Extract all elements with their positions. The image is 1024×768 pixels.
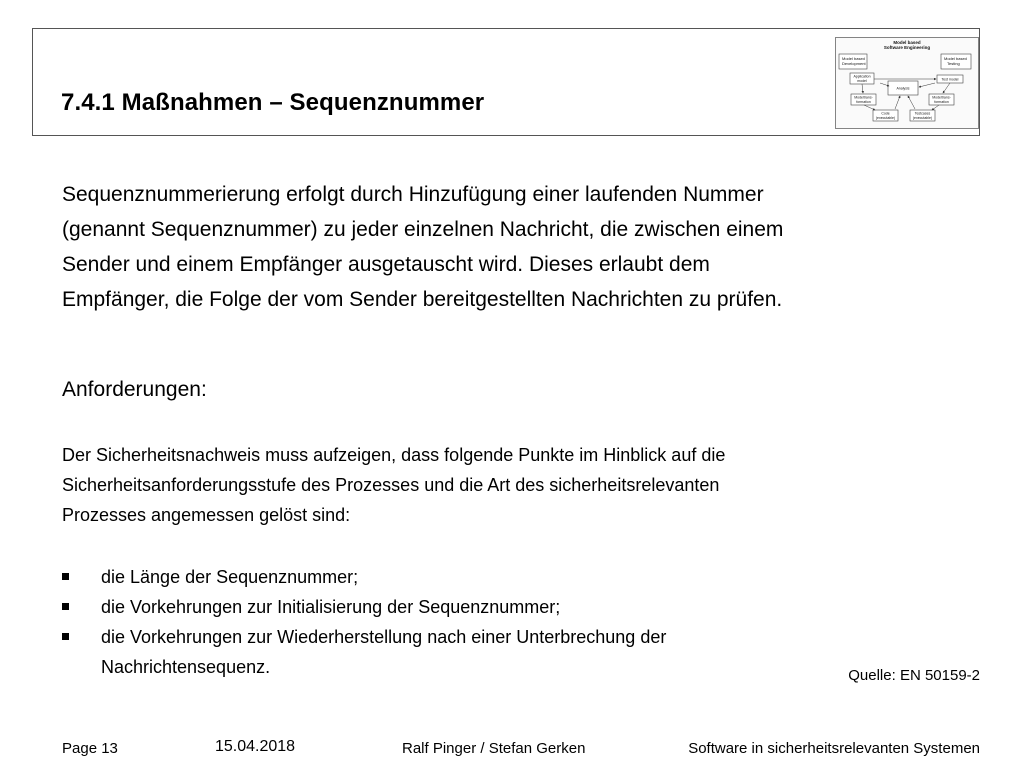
footer-date: 15.04.2018: [215, 738, 296, 755]
list-item: [62, 592, 942, 622]
list-item: [62, 562, 942, 592]
square-bullet-icon: [62, 573, 69, 580]
code-line1: Code: [881, 111, 890, 116]
requirements-list: [62, 562, 942, 682]
model-based-engineering-diagram: [835, 37, 979, 129]
testcases-line2: (executable): [912, 116, 933, 120]
application-model-line1: Application: [853, 74, 871, 79]
transformation-left-line2: formation: [856, 100, 871, 104]
intro-line: Empfänger, die Folge der vom Sender bereitgestellten Nachrichten zu prüfen.: [62, 288, 783, 311]
intro-line: Sender und einem Empfänger ausgetauscht wird. Dieses erlaubt dem: [62, 253, 710, 276]
header-box: [32, 28, 980, 136]
transformation-right-line2: formation: [934, 100, 949, 104]
development-line2: Development: [842, 61, 866, 66]
requirements-line: Prozesses angemessen gelöst sind:: [62, 505, 351, 525]
intro-line: Sequenznummerierung erfolgt durch Hinzufügung einer laufenden Nummer: [62, 183, 764, 206]
testing-line2: Testing: [947, 61, 960, 66]
test-model-label: Test model: [941, 77, 959, 82]
diagram-title-line2: Software Engineering: [883, 45, 931, 50]
development-line1: Model based: [842, 56, 865, 61]
analysis-label: Analysis: [896, 86, 910, 91]
square-bullet-icon: [62, 603, 69, 610]
transformation-left-line1: Modeltrans-: [854, 95, 873, 100]
testing-line1: Model based: [944, 56, 967, 61]
intro-paragraph: [62, 177, 962, 317]
footer-course: Software in sicherheitsrelevanten Systemen: [688, 740, 980, 757]
page-title: 7.4.1 Maßnahmen – Sequenznummer: [61, 89, 485, 116]
list-item-text: die Länge der Sequenznummer;: [101, 567, 359, 587]
square-bullet-icon: [62, 633, 69, 640]
code-line2: (executable): [875, 116, 896, 120]
requirements-heading: Anforderungen:: [62, 378, 207, 401]
testcases-line1: Testcases: [914, 111, 931, 116]
application-model-line2: model: [857, 79, 867, 83]
list-item-text-continued: Nachrichtensequenz.: [101, 657, 271, 677]
transformation-right-line1: Modeltrans-: [932, 95, 951, 100]
footer-authors: Ralf Pinger / Stefan Gerken: [402, 740, 586, 757]
footer: [0, 736, 1024, 764]
requirements-line: Sicherheitsanforderungsstufe des Prozesses und die Art des sicherheitsrelevanten: [62, 475, 720, 495]
list-item-text: die Vorkehrungen zur Wiederherstellung nach einer Unterbrechung der: [101, 627, 667, 647]
diagram-title-line1: Model based: [893, 40, 921, 45]
intro-line: (genannt Sequenznummer) zu jeder einzelnen Nachricht, die zwischen einem: [62, 218, 784, 241]
requirements-paragraph: [62, 440, 942, 530]
source-citation: Quelle: EN 50159-2: [848, 667, 980, 684]
page-number: Page 13: [62, 740, 118, 757]
list-item-text: die Vorkehrungen zur Initialisierung der Sequenznummer;: [101, 597, 561, 617]
list-item: [62, 622, 942, 682]
requirements-line: Der Sicherheitsnachweis muss aufzeigen, dass folgende Punkte im Hinblick auf die: [62, 445, 726, 465]
